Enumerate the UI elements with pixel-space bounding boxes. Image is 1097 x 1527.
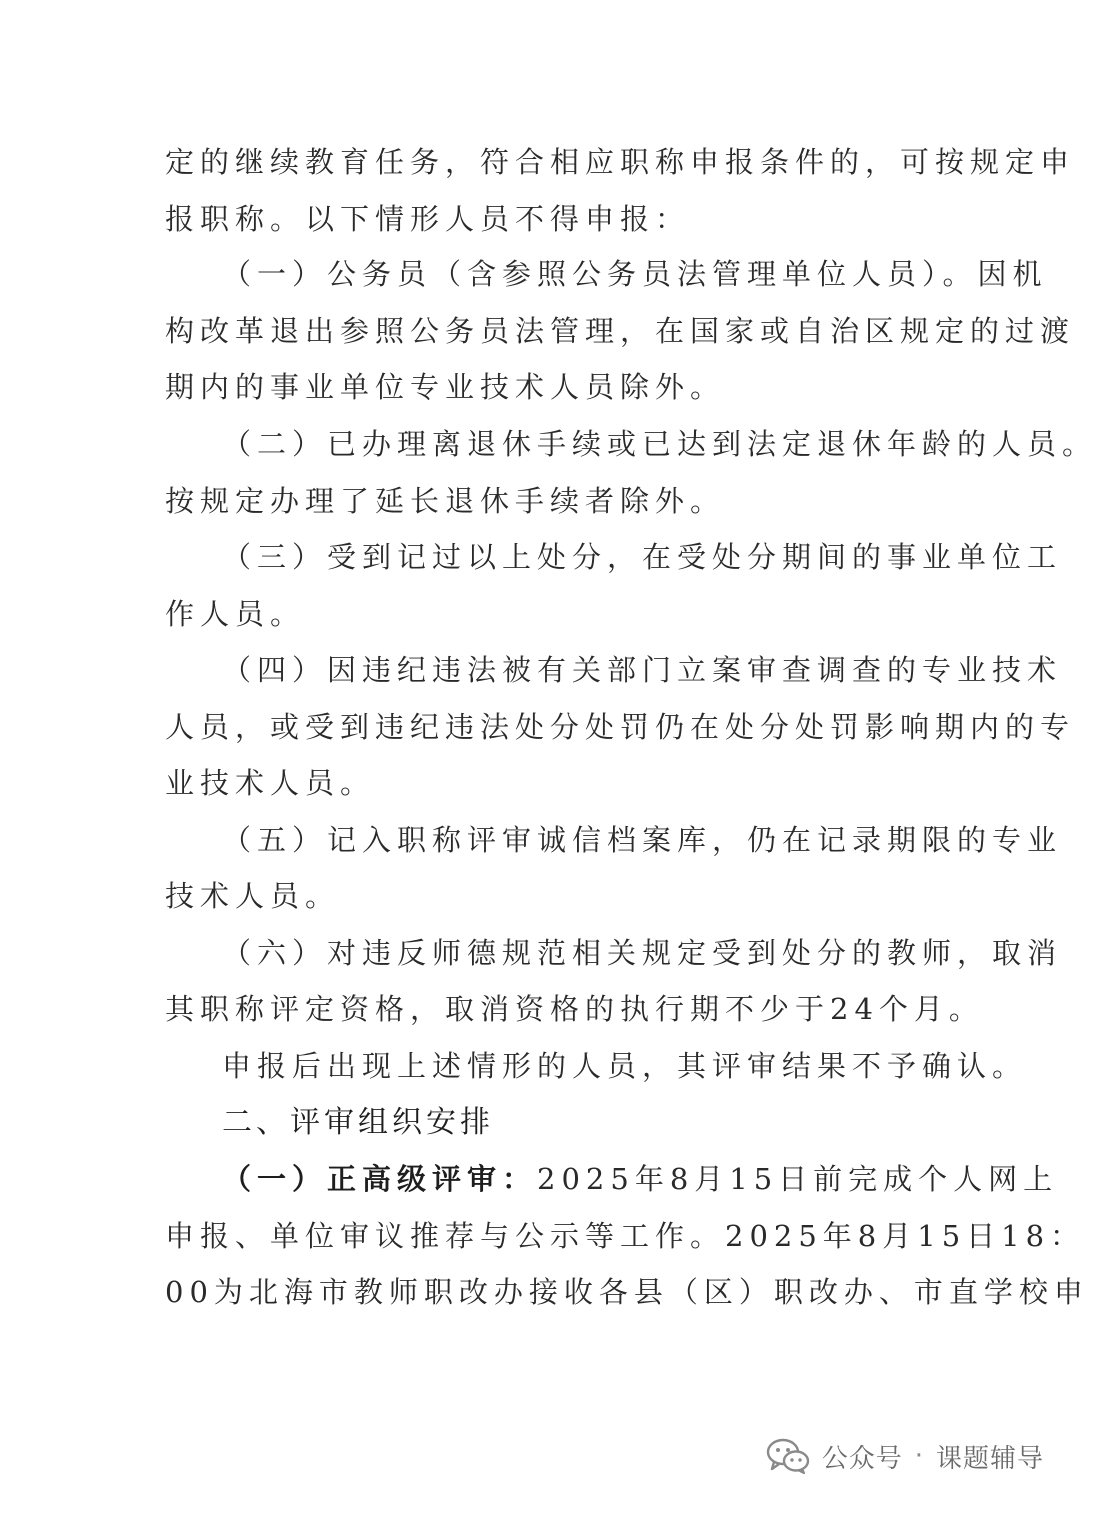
watermark (766, 1434, 1044, 1478)
section-heading: 二、评审组织安排 (222, 1105, 494, 1140)
watermark-account: 课题辅导 (935, 1443, 1044, 1474)
text-line: （一）公务员（含参照公务员法管理单位人员）。因机 (222, 257, 1048, 291)
text-line: （三）受到记过以上处分，在受处分期间的事业单位工 (222, 540, 1063, 574)
text-line: 定的继续教育任务，符合相应职称申报条件的，可按规定申 (165, 145, 1076, 179)
text-line: （四）因违纪违法被有关部门立案审查调查的专业技术 (222, 653, 1063, 687)
text-line: 报职称。以下情形人员不得申报： (165, 202, 691, 236)
text-line: （二）已办理离退休手续或已达到法定退休年龄的人员。 (222, 427, 1097, 461)
item-text: 2025年8月15日前完成个人网上 (537, 1162, 1059, 1196)
item-bold-label: （一）正高级评审： (222, 1162, 538, 1196)
text-line: 期内的事业单位专业技术人员除外。 (165, 370, 726, 404)
wechat-icon (766, 1438, 810, 1474)
text-line: （五）记入职称评审诚信档案库，仍在记录期限的专业 (222, 823, 1063, 857)
watermark-label: 公众号 (821, 1443, 903, 1474)
text-line: 作人员。 (165, 597, 306, 631)
text-line: 按规定办理了延长退休手续者除外。 (165, 484, 726, 518)
text-line: 人员，或受到违纪违法处分处罚仍在处分处罚影响期内的专 (165, 710, 1076, 744)
text-line: 申报、单位审议推荐与公示等工作。2025年8月15日18： (165, 1219, 1086, 1253)
text-line (222, 1150, 1059, 1208)
text-line: 业技术人员。 (165, 766, 376, 800)
watermark-separator: · (914, 1441, 924, 1471)
text-line: 申报后出现上述情形的人员，其评审结果不予确认。 (222, 1049, 1028, 1083)
text-line: （六）对违反师德规范相关规定受到处分的教师，取消 (222, 936, 1063, 970)
text-line: 构改革退出参照公务员法管理，在国家或自治区规定的过渡 (165, 314, 1076, 348)
text-line: 技术人员。 (165, 879, 341, 913)
text-line: 00为北海市教师职改办接收各县（区）职改办、市直学校申 (165, 1275, 1089, 1309)
text-line: 其职称评定资格，取消资格的执行期不少于24个月。 (165, 992, 984, 1026)
